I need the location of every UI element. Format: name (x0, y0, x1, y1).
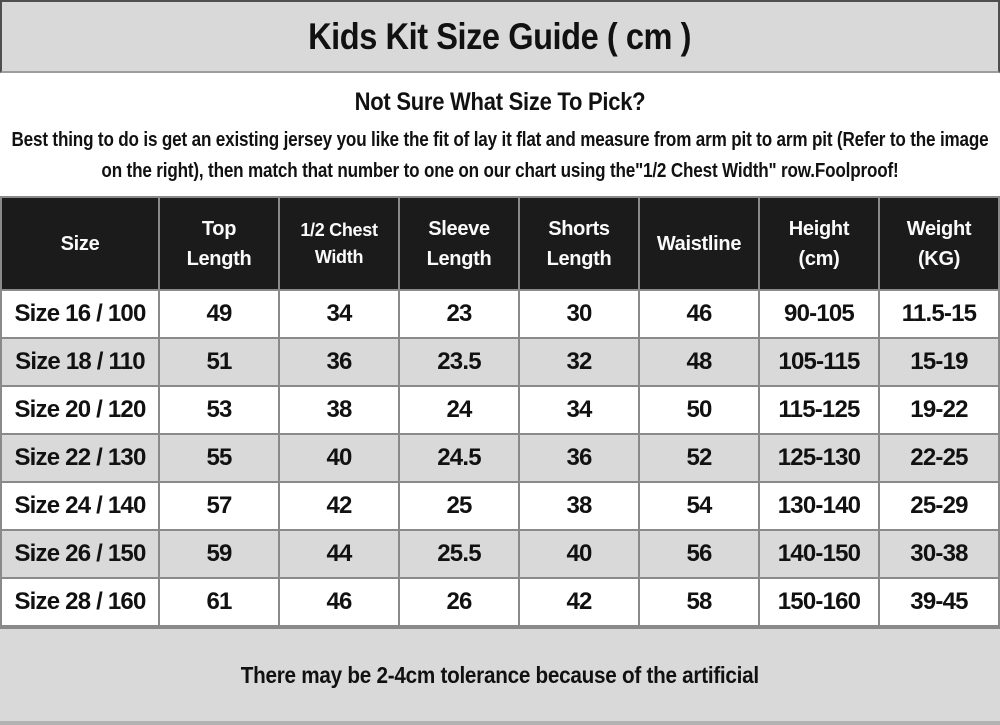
value-cell: 36 (519, 434, 639, 482)
value-cell: 30 (519, 290, 639, 338)
value-cell: 56 (639, 530, 759, 578)
value-cell: 25-29 (879, 482, 999, 530)
col-header-size: Size (1, 197, 159, 290)
value-cell: 25 (399, 482, 519, 530)
value-cell: 36 (279, 338, 399, 386)
value-cell: 125-130 (759, 434, 879, 482)
value-cell: 55 (159, 434, 279, 482)
value-cell: 25.5 (399, 530, 519, 578)
table-row (1, 386, 999, 434)
value-cell: 38 (279, 386, 399, 434)
row-label-cell: Size 20 / 120 (1, 386, 159, 434)
footer-bar (0, 627, 1000, 725)
intro-instructions: Best thing to do is get an existing jersey you like the fit of lay it flat and measure from arm pit to arm pit (Refer to the image on the right), then match that number to one on our chart using the"1/2 Chest Width" row.Foolproof! (11, 129, 989, 182)
col-header-weight-kg: Weight (KG) (879, 197, 999, 290)
value-cell: 48 (639, 338, 759, 386)
value-cell: 150-160 (759, 578, 879, 626)
table-header-row (1, 197, 999, 290)
value-cell: 30-38 (879, 530, 999, 578)
col-header-half-chest-width: 1/2 Chest Width (279, 197, 399, 290)
size-table (0, 196, 1000, 627)
value-cell: 61 (159, 578, 279, 626)
value-cell: 40 (519, 530, 639, 578)
value-cell: 51 (159, 338, 279, 386)
value-cell: 59 (159, 530, 279, 578)
value-cell: 50 (639, 386, 759, 434)
value-cell: 23.5 (399, 338, 519, 386)
table-row (1, 290, 999, 338)
value-cell: 57 (159, 482, 279, 530)
row-label-cell: Size 28 / 160 (1, 578, 159, 626)
value-cell: 140-150 (759, 530, 879, 578)
value-cell: 42 (519, 578, 639, 626)
table-row (1, 482, 999, 530)
value-cell: 38 (519, 482, 639, 530)
table-row (1, 578, 999, 626)
value-cell: 39-45 (879, 578, 999, 626)
value-cell: 24.5 (399, 434, 519, 482)
value-cell: 42 (279, 482, 399, 530)
intro-section (0, 73, 1000, 196)
page-title: Kids Kit Size Guide ( cm ) (308, 15, 692, 57)
col-header-shorts-length: Shorts Length (519, 197, 639, 290)
table-row (1, 530, 999, 578)
value-cell: 105-115 (759, 338, 879, 386)
value-cell: 46 (279, 578, 399, 626)
col-header-height-cm: Height (cm) (759, 197, 879, 290)
value-cell: 49 (159, 290, 279, 338)
title-bar (0, 0, 1000, 73)
value-cell: 130-140 (759, 482, 879, 530)
value-cell: 19-22 (879, 386, 999, 434)
row-label-cell: Size 22 / 130 (1, 434, 159, 482)
value-cell: 32 (519, 338, 639, 386)
col-header-sleeve-length: Sleeve Length (399, 197, 519, 290)
value-cell: 54 (639, 482, 759, 530)
value-cell: 58 (639, 578, 759, 626)
value-cell: 26 (399, 578, 519, 626)
row-label-cell: Size 26 / 150 (1, 530, 159, 578)
value-cell: 53 (159, 386, 279, 434)
value-cell: 46 (639, 290, 759, 338)
value-cell: 90-105 (759, 290, 879, 338)
value-cell: 44 (279, 530, 399, 578)
intro-heading: Not Sure What Size To Pick? (354, 88, 646, 116)
value-cell: 34 (279, 290, 399, 338)
value-cell: 23 (399, 290, 519, 338)
value-cell: 15-19 (879, 338, 999, 386)
row-label-cell: Size 18 / 110 (1, 338, 159, 386)
value-cell: 34 (519, 386, 639, 434)
col-header-top-length: Top Length (159, 197, 279, 290)
row-label-cell: Size 16 / 100 (1, 290, 159, 338)
value-cell: 22-25 (879, 434, 999, 482)
table-row (1, 338, 999, 386)
row-label-cell: Size 24 / 140 (1, 482, 159, 530)
value-cell: 11.5-15 (879, 290, 999, 338)
tolerance-note: There may be 2-4cm tolerance because of the artificial (240, 661, 760, 688)
value-cell: 24 (399, 386, 519, 434)
value-cell: 115-125 (759, 386, 879, 434)
value-cell: 52 (639, 434, 759, 482)
table-row (1, 434, 999, 482)
value-cell: 40 (279, 434, 399, 482)
col-header-waistline: Waistline (639, 197, 759, 290)
